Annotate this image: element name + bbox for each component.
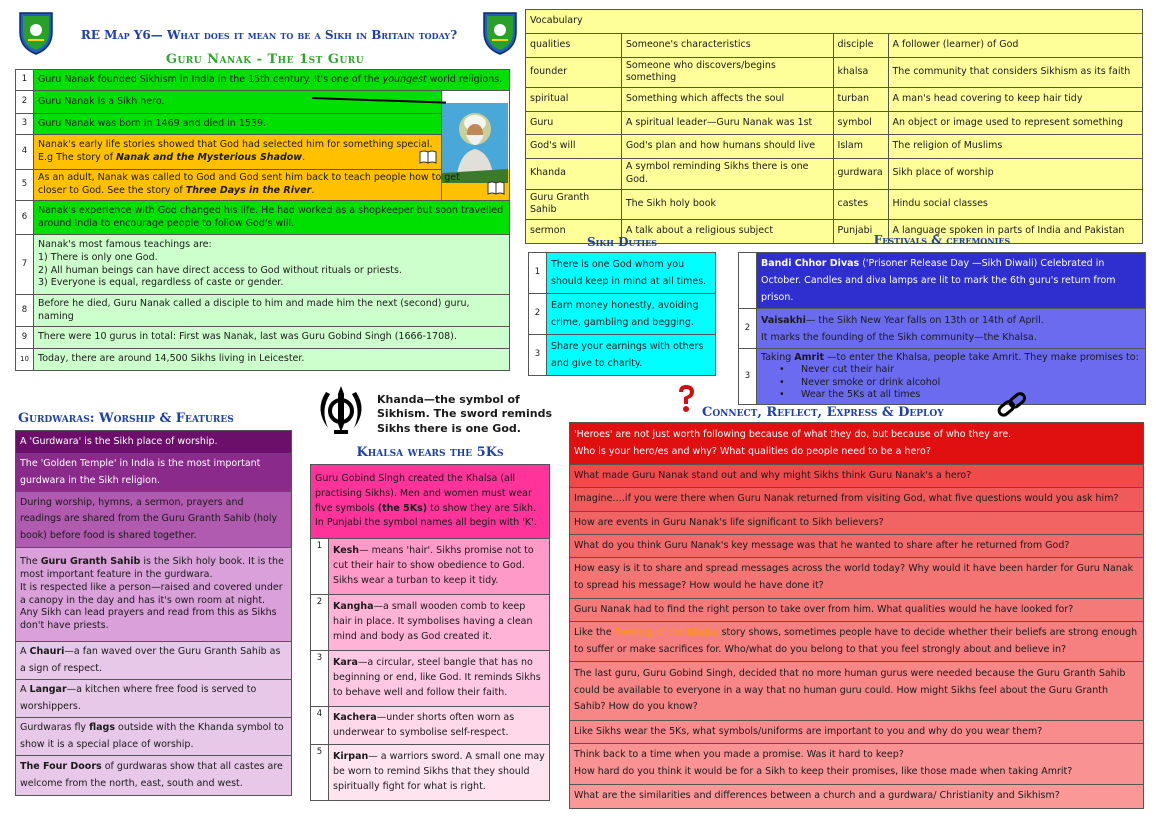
nanak-fact: Nanak's experience with God changed his life. He had worked as a shopkeeper but soon travelled around India to encourage people to follow God's will.	[34, 201, 510, 235]
duty-text: There is one God whom you should keep in mind at all times.	[547, 253, 716, 294]
nanak-fact: Guru Nanak was born in 1469 and died in 1539.	[34, 114, 442, 135]
row-number: 1	[311, 539, 329, 595]
duties-table	[528, 252, 716, 376]
table-row	[529, 335, 716, 376]
vocabulary-term: Guru Granth Sahib	[526, 189, 622, 220]
vocabulary-term: Guru	[526, 111, 622, 135]
table-row	[16, 201, 510, 235]
vocabulary-term: founder	[526, 57, 622, 88]
school-crest-left	[18, 10, 54, 56]
question-text: 'Heroes' are not just worth following because of what they do, but because of who they are. Who is your hero/es and why? What qualities do people need to be a hero?	[570, 423, 1144, 465]
row-number: 2	[529, 294, 547, 335]
question-text: Like Sikhs wear the 5Ks, what symbols/uniforms are important to you and why do you wear them?	[570, 721, 1144, 744]
connect-title: Connect, Reflect, Express & Deploy	[702, 405, 944, 420]
table-row	[16, 114, 510, 135]
vocabulary-term: khalsa	[833, 57, 888, 88]
question-text: What do you think Guru Nanak's key message was that he wanted to share after he returned from God?	[570, 535, 1144, 558]
connect-table	[569, 422, 1144, 809]
question-row	[570, 662, 1144, 721]
vocabulary-term: turban	[833, 88, 888, 112]
question-text: How are events in Guru Nanak's life significant to Sikh believers?	[570, 512, 1144, 535]
gurdwara-fact: A Langar—a kitchen where free food is served to worshippers.	[16, 680, 292, 718]
nanak-fact: Nanak's most famous teachings are: 1) There is only one God. 2) All human beings can have direct access to God without rituals or priests. 3) Everyone is equal, regardless of caste or gender.	[34, 235, 510, 295]
vocabulary-row	[526, 57, 1143, 88]
question-text: The last guru, Guru Gobind Singh, decided that no more human gurus were needed because the Guru Granth Sahib could be available to everyone in a way that no human guru could. How might Sikhs feel about the Guru Granth Sahib? How do you know?	[570, 662, 1144, 721]
question-row	[570, 558, 1144, 599]
vocabulary-term: Khanda	[526, 159, 622, 190]
question-text: How easy is it to share and spread messages across the world today? Why would it have been harder for Guru Nanak to spread his message? How would he have done it?	[570, 558, 1144, 599]
question-row	[570, 622, 1144, 662]
gurdwara-fact: During worship, hymns, a sermon, prayers and readings are shared from the Guru Granth Sahib (holy book) before food is shared together.	[16, 492, 292, 548]
row-number: 10	[16, 349, 34, 371]
question-mark-icon	[675, 384, 697, 414]
row-number: 2	[16, 91, 34, 114]
vocabulary-definition: The religion of Muslims	[888, 135, 1143, 159]
vocabulary-definition: An object or image used to represent something	[888, 111, 1143, 135]
khalsa-intro: Guru Gobind Singh created the Khalsa (all practising Sikhs). Men and women must wear five symbols (the 5Ks) to show they are Sikh. In Punjabi the symbol names all begin with 'K'.	[311, 465, 550, 539]
k-item: Kangha—a small wooden comb to keep hair in place. It symbolises having a clean mind and body as God created it.	[329, 595, 550, 651]
vocabulary-definition: Hindu social classes	[888, 189, 1143, 220]
row-number: 3	[529, 335, 547, 376]
table-row	[311, 651, 550, 707]
table-row	[16, 492, 292, 548]
khanda-caption: Khanda—the symbol of Sikhism. The sword reminds Sikhs there is one God.	[377, 393, 553, 435]
table-row	[16, 718, 292, 756]
table-row	[311, 707, 550, 745]
row-number: 1	[16, 70, 34, 91]
question-text: What made Guru Nanak stand out and why might Sikhs think Guru Nanak's a hero?	[570, 465, 1144, 488]
row-number: 7	[16, 235, 34, 295]
list-item: • Wear the 5Ks at all times	[761, 389, 1141, 401]
list-item: • Never smoke or drink alcohol	[761, 377, 1141, 389]
vocabulary-term: Punjabi	[833, 220, 888, 244]
row-number: 6	[16, 201, 34, 235]
question-row	[570, 488, 1144, 512]
table-row	[16, 170, 510, 201]
school-crest-right	[482, 10, 518, 56]
festivals-title: Festivals & ceremonies	[873, 233, 1011, 247]
row-number: 3	[311, 651, 329, 707]
vocabulary-definition: A spiritual leader—Guru Nanak was 1st	[621, 111, 833, 135]
vocabulary-definition: The community that considers Sikhism as its faith	[888, 57, 1143, 88]
table-row	[739, 309, 1146, 349]
festival-text: Bandi Chhor Divas ('Prisoner Release Day —Sikh Diwali) Celebrated in October. Candles and diva lamps are lit to mark the 6th guru's return from prison.	[757, 253, 1146, 309]
row-number: 1	[739, 253, 757, 309]
question-row	[570, 512, 1144, 535]
nanak-fact: There were 10 gurus in total: First was Nanak, last was Guru Gobind Singh (1666-1708).	[34, 327, 510, 349]
nanak-fact: Today, there are around 14,500 Sikhs living in Leicester.	[34, 349, 510, 371]
table-row	[311, 539, 550, 595]
row-number: 5	[16, 170, 34, 201]
table-row	[16, 756, 292, 796]
table-row	[16, 548, 292, 642]
khalsa-title: Khalsa wears the 5Ks	[356, 445, 504, 460]
question-row	[570, 423, 1144, 465]
question-row	[570, 785, 1144, 809]
row-number: 5	[311, 745, 329, 801]
question-row	[570, 599, 1144, 622]
vocabulary-row	[526, 111, 1143, 135]
vocabulary-definition: A talk about a religious subject	[621, 220, 833, 244]
vocabulary-header-row	[526, 10, 1143, 34]
table-row	[529, 253, 716, 294]
vocabulary-header: Vocabulary	[526, 10, 1143, 34]
vocabulary-term: God's will	[526, 135, 622, 159]
gurdwara-fact: Gurdwaras fly flags outside with the Khanda symbol to show it is a special place of worship.	[16, 718, 292, 756]
festival-text: Taking Amrit —to enter the Khalsa, people take Amrit. They make promises to: • Never cut their hair • Never smoke or drink alcohol • Wear the 5Ks at all times	[757, 349, 1146, 405]
book-icon	[419, 149, 437, 170]
amrit-promises	[761, 364, 1141, 401]
vocabulary-row	[526, 189, 1143, 220]
nanak-fact: Guru Nanak is a Sikh hero.	[34, 91, 442, 114]
table-row	[739, 349, 1146, 405]
table-row	[311, 595, 550, 651]
table-row	[311, 465, 550, 539]
vocabulary-definition: A follower (learner) of God	[888, 34, 1143, 58]
gurdwara-fact: The 'Golden Temple' in India is the most important gurdwara in the Sikh religion.	[16, 454, 292, 492]
row-number: 2	[739, 309, 757, 349]
vocabulary-term: qualities	[526, 34, 622, 58]
vocabulary-term: spiritual	[526, 88, 622, 112]
gurdwara-fact: A 'Gurdwara' is the Sikh place of worship.	[16, 431, 292, 454]
row-number: 2	[311, 595, 329, 651]
question-text: Think back to a time when you made a promise. Was it hard to keep? How hard do you think it would be for a Sikh to keep their promises, like those made when taking Amrit?	[570, 744, 1144, 785]
vocabulary-term: gurdwara	[833, 159, 888, 190]
gurdwaras-title: Gurdwaras: Worship & Features	[18, 411, 234, 426]
khalsa-table	[310, 464, 550, 801]
vocabulary-definition: Sikh place of worship	[888, 159, 1143, 190]
vocabulary-table	[525, 9, 1143, 244]
nanak-fact: Before he died, Guru Nanak called a disciple to him and made him the next (second) guru, naming	[34, 295, 510, 327]
question-row	[570, 465, 1144, 488]
vocabulary-definition: A language spoken in parts of India and Pakistan	[888, 220, 1143, 244]
nanak-fact: Guru Nanak founded Sikhism in India in the 15th century. It's one of the youngest world religions.	[34, 70, 510, 91]
nanak-fact: Nanak's early life stories showed that God had selected him for something special. E.g The story of Nanak and the Mysterious Shadow.	[34, 135, 442, 170]
vocabulary-definition: Someone who discovers/begins something	[621, 57, 833, 88]
vocabulary-row	[526, 34, 1143, 58]
gurdwara-fact: The Guru Granth Sahib is the Sikh holy book. It is the most important feature in the gurdwara. It is respected like a person—raised and covered under a canopy in the day and has it's own room at night. Any Sikh can lead prayers and read from this as Sikhs don't have priests.	[16, 548, 292, 642]
gurdwara-fact: A Chauri—a fan waved over the Guru Granth Sahib as a sign of respect.	[16, 642, 292, 680]
question-row	[570, 535, 1144, 558]
k-item: Kesh— means 'hair'. Sikhs promise not to cut their hair to show obedience to God. Sikhs wear a turban to keep it tidy.	[329, 539, 550, 595]
nanak-fact: As an adult, Nanak was called to God and God sent him back to teach people how to get closer to God. See the story of Three Days in the River.	[34, 170, 510, 201]
row-number: 3	[16, 114, 34, 135]
vocabulary-definition: God's plan and how humans should live	[621, 135, 833, 159]
khanda-icon	[312, 384, 370, 440]
row-number: 3	[739, 349, 757, 405]
vocabulary-definition: Something which affects the soul	[621, 88, 833, 112]
question-row	[570, 721, 1144, 744]
vocabulary-row	[526, 88, 1143, 112]
duty-text: Earn money honestly, avoiding crime, gambling and begging.	[547, 294, 716, 335]
chain-link-icon	[996, 392, 1028, 418]
table-row	[16, 135, 510, 170]
row-number: 1	[529, 253, 547, 294]
vocabulary-term: sermon	[526, 220, 622, 244]
duty-text: Share your earnings with others and give to charity.	[547, 335, 716, 376]
story-link: Forming of the Khalsa	[614, 626, 719, 638]
vocabulary-definition: A man's head covering to keep hair tidy	[888, 88, 1143, 112]
table-row	[529, 294, 716, 335]
festivals-table	[738, 252, 1146, 405]
row-number: 4	[16, 135, 34, 170]
vocabulary-row	[526, 135, 1143, 159]
nanak-table	[15, 69, 510, 371]
vocabulary-term: Islam	[833, 135, 888, 159]
table-row	[16, 235, 510, 295]
list-item: • Never cut their hair	[761, 364, 1141, 376]
vocabulary-term: symbol	[833, 111, 888, 135]
duties-title: Sikh Duties	[586, 235, 658, 249]
table-row	[16, 349, 510, 371]
table-row	[16, 327, 510, 349]
vocabulary-definition: A symbol reminding Sikhs there is one God.	[621, 159, 833, 190]
table-row	[16, 431, 292, 454]
vocabulary-term: disciple	[833, 34, 888, 58]
table-row	[739, 253, 1146, 309]
table-row	[16, 642, 292, 680]
gurdwara-fact: The Four Doors of gurdwaras show that all castes are welcome from the north, east, south and west.	[16, 756, 292, 796]
book-icon	[487, 180, 505, 201]
question-text: Like the Forming of the Khalsa story shows, sometimes people have to decide whether their beliefs are strong enough to suffer or make sacrifices for. Who/what do you belong to that you feel strongly about and believe in?	[570, 622, 1144, 662]
table-row	[16, 70, 510, 91]
nanak-section-title: Guru Nanak - The 1st Guru	[165, 52, 365, 67]
table-row	[16, 680, 292, 718]
row-number: 4	[311, 707, 329, 745]
question-text: What are the similarities and differences between a church and a gurdwara/ Christianity and Sikhism?	[570, 785, 1144, 809]
gurdwaras-table	[15, 430, 292, 796]
k-item: Kachera—under shorts often worn as underwear to symbolise self-respect.	[329, 707, 550, 745]
page-title: RE Map Y6— What does it mean to be a Sikh in Britain today?	[80, 28, 458, 42]
table-row	[16, 454, 292, 492]
question-text: Guru Nanak had to find the right person to take over from him. What qualities would he have looked for?	[570, 599, 1144, 622]
table-row	[311, 745, 550, 801]
k-item: Kirpan— a warriors sword. A small one may be worn to remind Sikhs that they should spiritually fight for what is right.	[329, 745, 550, 801]
vocabulary-term: castes	[833, 189, 888, 220]
row-number: 8	[16, 295, 34, 327]
vocabulary-definition: The Sikh holy book	[621, 189, 833, 220]
vocabulary-row	[526, 159, 1143, 190]
question-row	[570, 744, 1144, 785]
k-item: Kara—a circular, steel bangle that has no beginning or end, like God. It reminds Sikhs to behave well and follow their faith.	[329, 651, 550, 707]
table-row	[16, 295, 510, 327]
row-number: 9	[16, 327, 34, 349]
festival-text: Vaisakhi— the Sikh New Year falls on 13th or 14th of April. It marks the founding of the Sikh community—the Khalsa.	[757, 309, 1146, 349]
vocabulary-definition: Someone's characteristics	[621, 34, 833, 58]
question-text: Imagine….if you were there when Guru Nanak returned from visiting God, what five questions would you ask him?	[570, 488, 1144, 512]
